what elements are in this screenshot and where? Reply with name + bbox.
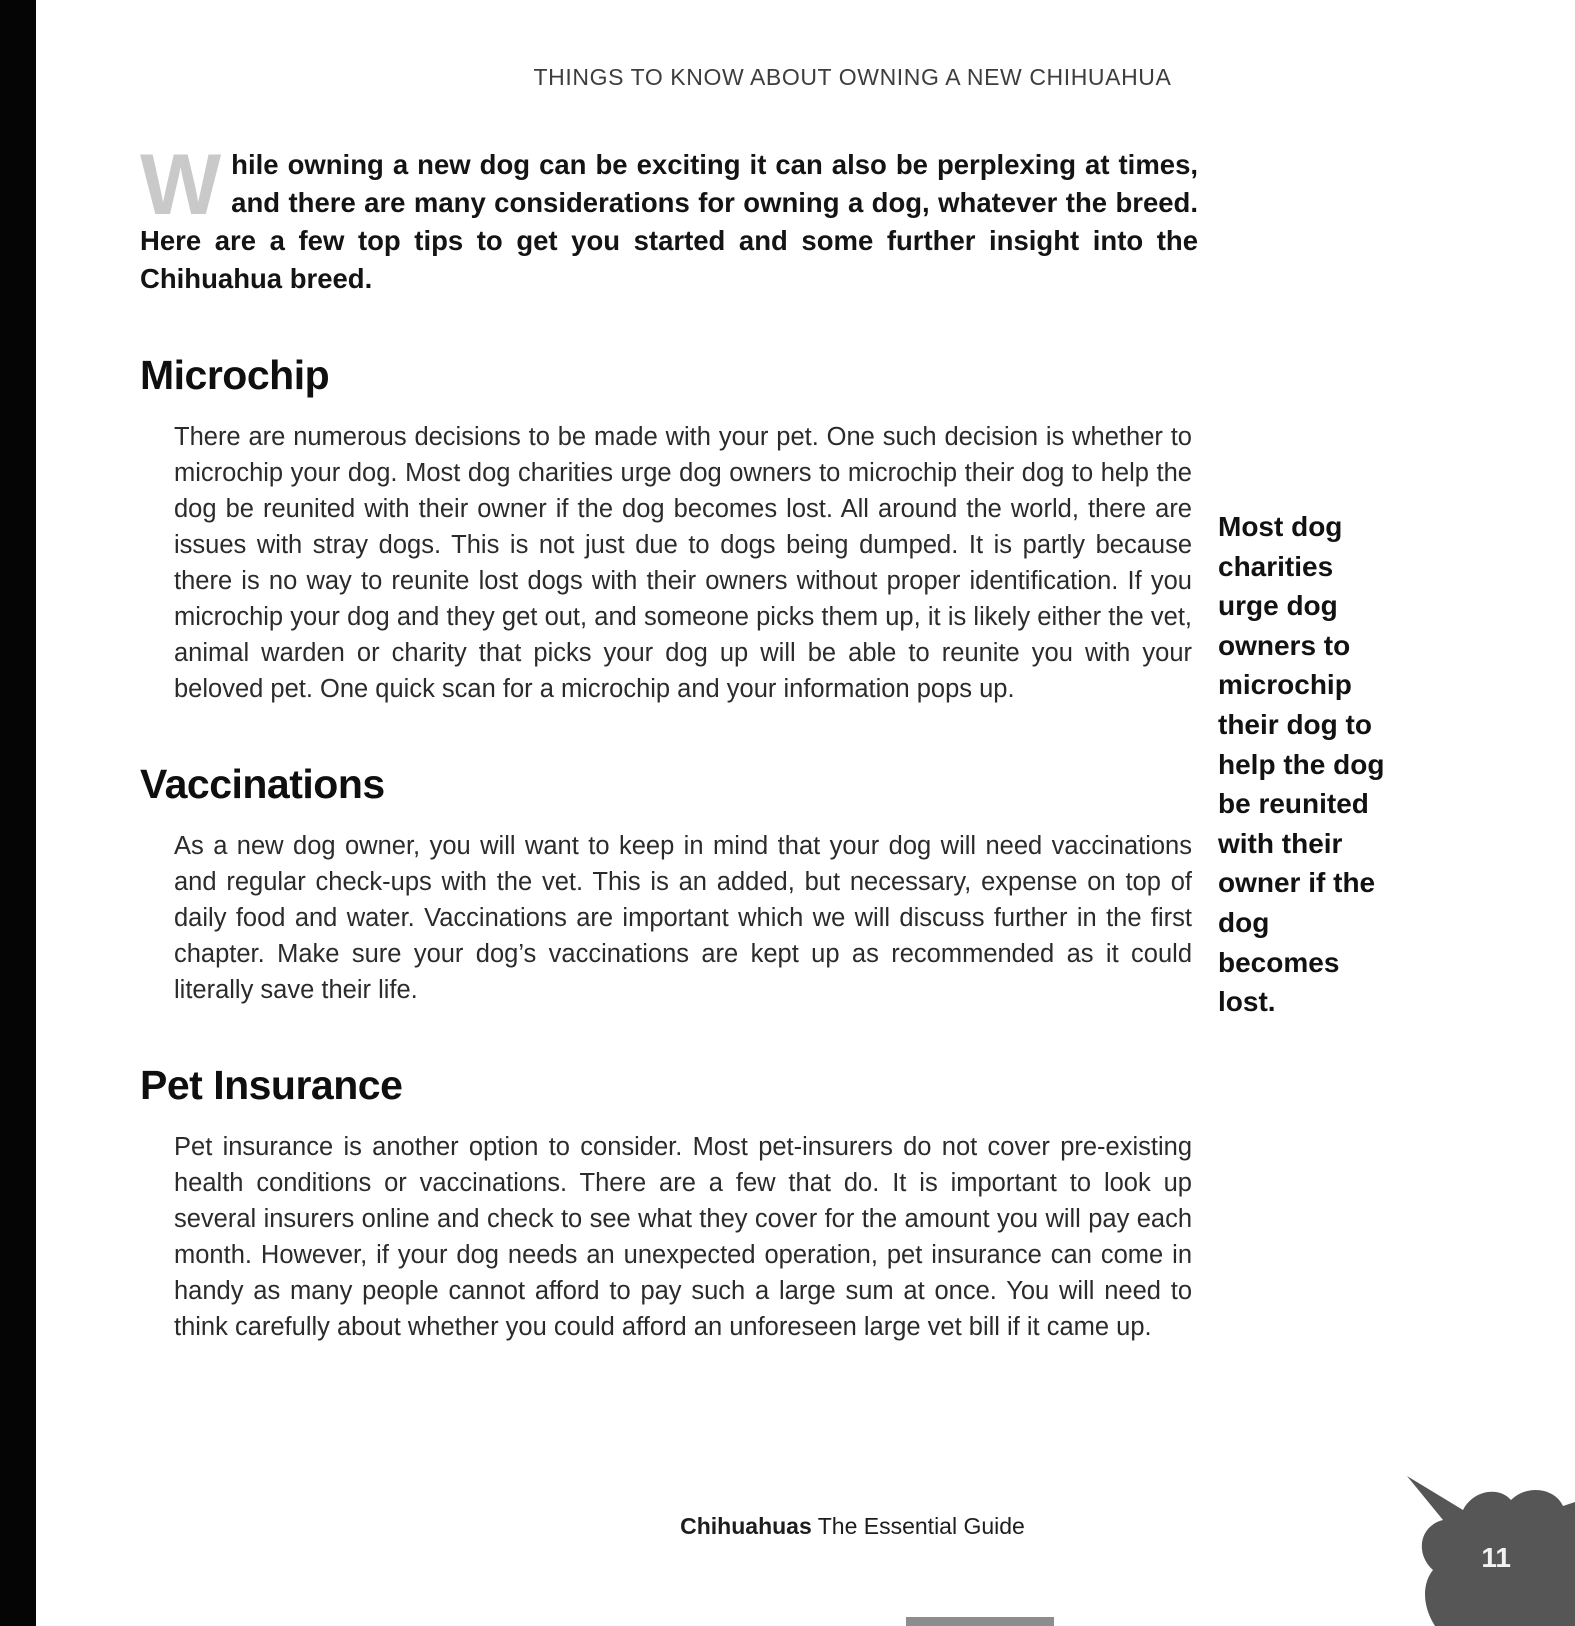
footer-subtitle: The Essential Guide bbox=[817, 1513, 1025, 1539]
intro-text: hile owning a new dog can be exciting it can also be perplexing at times, and there are many considerations for owning a dog, whatever the breed. Here are a few top tips to get you started and some further insight into the Chihuahua breed. bbox=[140, 149, 1198, 294]
section-heading-vaccinations: Vaccinations bbox=[140, 761, 385, 807]
section-microchip bbox=[140, 352, 1198, 707]
section-body-microchip: There are numerous decisions to be made with your pet. One such decision is whether to microchip your dog. Most dog charities urge dog owners to microchip their dog to help the dog be reunited with their owner if the dog becomes lost. All around the world, there are issues with stray dogs. This is not just due to dogs being dumped. It is partly because there is no way to reunite lost dogs with their owners without proper identification. If you microchip your dog and they get out, and someone picks them up, it is likely either the vet, animal warden or charity that picks your dog up will be able to reunite you with your beloved pet. One quick scan for a microchip and your information pops up. bbox=[174, 423, 1192, 703]
section-body-vaccinations: As a new dog owner, you will want to keep in mind that your dog will need vaccinations and regular check-ups with the vet. This is an added, but necessary, expense on top of daily food and water. Vaccinations are important which we will discuss further in the first chapter. Make sure your dog’s vaccinations are kept up as recommended as it could literally save their life. bbox=[174, 832, 1192, 1004]
drop-cap: W bbox=[140, 137, 220, 233]
section-heading-microchip: Microchip bbox=[140, 352, 330, 398]
binding-edge-bar bbox=[0, 0, 36, 1626]
section-pet-insurance bbox=[140, 1062, 1198, 1345]
footer-book-title: Chihuahuas bbox=[680, 1513, 812, 1539]
running-head: THINGS TO KNOW ABOUT OWNING A NEW CHIHUAHUA bbox=[533, 64, 1172, 90]
section-body-pet-insurance: Pet insurance is another option to consider. Most pet-insurers do not cover pre-existing health conditions or vaccinations. There are a few that do. It is important to look up several insurers online and check to see what they cover for the amount you will pay each month. However, if your dog needs an unexpected operation, pet insurance can come in handy as many people cannot afford to pay such a large sum at once. You will need to think carefully about whether you could afford an unforeseen large vet bill if it came up. bbox=[174, 1133, 1192, 1341]
main-column bbox=[140, 137, 1198, 1345]
page-edge-mark bbox=[906, 1617, 1054, 1626]
section-heading-pet-insurance: Pet Insurance bbox=[140, 1062, 403, 1108]
footer-credit bbox=[0, 1513, 1575, 1540]
section-vaccinations bbox=[140, 761, 1198, 1008]
intro-paragraph bbox=[140, 137, 1198, 298]
pull-quote: Most dog charities urge dog owners to microchip their dog to help the dog be reunited with their owner if the dog becomes lost. bbox=[1218, 511, 1385, 1018]
page-number: 11 bbox=[1481, 1542, 1511, 1573]
